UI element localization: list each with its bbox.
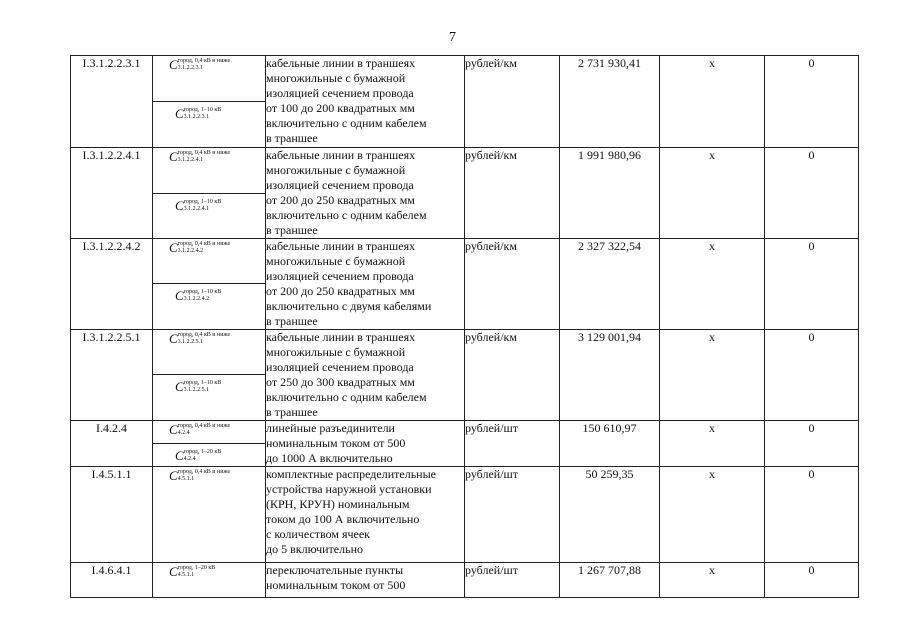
rate-symbol-top <box>153 467 265 562</box>
zero-value: 0 <box>765 330 859 421</box>
description-line: устройства наружной установки <box>266 482 432 496</box>
table-row <box>71 467 859 563</box>
item-code: I.3.1.2.2.3.1 <box>71 56 153 148</box>
description-line: линейные разъединители <box>266 421 395 435</box>
x-mark: x <box>660 421 765 467</box>
description-line: номинальным током от 500 <box>266 436 406 450</box>
rate-formula <box>169 57 230 73</box>
rate-letter: C <box>169 422 178 437</box>
item-description <box>266 421 465 467</box>
x-mark: x <box>660 56 765 148</box>
table-row <box>71 148 859 239</box>
item-description <box>266 467 465 563</box>
description-line: многожильные с бумажной <box>266 254 406 268</box>
rate-letter: C <box>175 197 184 213</box>
x-mark: x <box>660 148 765 239</box>
item-code: I.3.1.2.2.4.1 <box>71 148 153 239</box>
rate-superscript: город, 1–20 кВ <box>183 448 222 455</box>
unit: рублей/км <box>465 330 560 421</box>
item-description <box>266 148 465 239</box>
rate-superscript: город, 1–10 кВ <box>183 198 222 205</box>
rate-superscript: город, 0,4 кВ и ниже <box>177 58 231 64</box>
x-mark: x <box>660 330 765 421</box>
price: 2 731 930,41 <box>560 56 660 148</box>
rate-letter: C <box>169 468 178 483</box>
rate-symbol-bottom <box>153 374 265 419</box>
description-line: включительно с одним кабелем <box>266 208 427 222</box>
rate-symbol-cell <box>153 239 266 330</box>
rate-symbol-cell <box>153 467 266 563</box>
rate-superscript: город, 0,4 кВ и ниже <box>177 423 231 429</box>
rate-subscript: 3.1.2.2.3.1 <box>183 114 210 120</box>
rate-subscript: 4.5.1.1 <box>177 572 195 578</box>
rate-symbol-top <box>153 56 265 101</box>
price: 1 991 980,96 <box>560 148 660 239</box>
description-line: изоляцией сечением провода <box>266 86 414 100</box>
rate-superscript: город, 0,4 кВ и ниже <box>177 332 231 338</box>
description-line: кабельные линии в траншеях <box>266 239 416 253</box>
rate-symbol-cell <box>153 563 266 598</box>
item-description <box>266 56 465 148</box>
description-line: многожильные с бумажной <box>266 71 406 85</box>
description-line: кабельные линии в траншеях <box>266 56 416 70</box>
rate-formula <box>169 331 230 347</box>
rate-letter: C <box>175 447 184 463</box>
zero-value: 0 <box>765 467 859 563</box>
price: 2 327 322,54 <box>560 239 660 330</box>
unit: рублей/шт <box>465 467 560 563</box>
x-mark: x <box>660 467 765 563</box>
description-line: до 5 включительно <box>266 542 364 556</box>
rate-subscript: 3.1.2.2.4.2 <box>177 248 204 254</box>
rate-symbol-bottom <box>153 101 265 147</box>
unit: рублей/шт <box>465 421 560 467</box>
description-line: кабельные линии в траншеях <box>266 330 416 344</box>
item-description <box>266 330 465 421</box>
page-number: 7 <box>449 30 456 45</box>
description-line: многожильные с бумажной <box>266 345 406 359</box>
rate-letter: C <box>175 379 184 394</box>
description-line: от 100 до 200 квадратных мм <box>266 101 415 115</box>
rate-formula <box>169 422 230 438</box>
zero-value: 0 <box>765 148 859 239</box>
zero-value: 0 <box>765 563 859 598</box>
description-line: с количеством ячеек <box>266 527 371 541</box>
rate-superscript: город, 0,4 кВ и ниже <box>177 469 231 475</box>
rate-letter: C <box>169 57 178 72</box>
unit: рублей/км <box>465 56 560 148</box>
unit: рублей/км <box>465 239 560 330</box>
description-line: многожильные с бумажной <box>266 163 406 177</box>
item-code: I.4.5.1.1 <box>71 467 153 563</box>
rate-symbol-top <box>153 330 265 374</box>
rate-subscript: 3.1.2.2.5.1 <box>177 339 204 345</box>
description-line: от 200 до 250 квадратных мм <box>266 284 415 298</box>
rate-symbol-top <box>153 421 265 443</box>
rate-letter: C <box>169 149 178 164</box>
rate-symbol-top <box>153 148 265 193</box>
rate-letter: C <box>169 564 178 579</box>
rate-subscript: 3.1.2.2.3.1 <box>177 65 204 71</box>
table-row <box>71 563 859 598</box>
rate-formula <box>169 149 230 165</box>
description-line: изоляцией сечением провода <box>266 269 414 283</box>
rate-symbol-bottom <box>153 193 265 239</box>
item-code: I.4.2.4 <box>71 421 153 467</box>
rate-letter: C <box>169 331 178 346</box>
description-line: током до 100 А включительно <box>266 512 420 526</box>
description-line: (КРН, КРУН) номинальным <box>266 497 410 511</box>
rate-superscript: город, 0,4 кВ и ниже <box>177 150 231 156</box>
tariff-table <box>70 55 859 598</box>
rate-subscript: 3.1.2.2.4.2 <box>183 296 210 302</box>
description-line: включительно с одним кабелем <box>266 116 427 130</box>
rate-symbol-bottom <box>153 443 265 466</box>
rate-letter: C <box>169 240 178 255</box>
rate-formula <box>175 198 221 214</box>
description-line: изоляцией сечением провода <box>266 360 414 374</box>
zero-value: 0 <box>765 421 859 467</box>
rate-symbol-top <box>153 239 265 283</box>
zero-value: 0 <box>765 239 859 330</box>
rate-letter: C <box>175 288 184 303</box>
item-description <box>266 563 465 598</box>
rate-subscript: 4.2.4 <box>183 455 196 462</box>
rate-symbol-top <box>153 563 265 597</box>
description-line: кабельные линии в траншеях <box>266 148 416 162</box>
x-mark: x <box>660 563 765 598</box>
rate-formula <box>175 106 221 122</box>
rate-symbol-bottom <box>153 283 265 328</box>
price: 50 259,35 <box>560 467 660 563</box>
rate-superscript: город, 0,4 кВ и ниже <box>177 241 231 247</box>
unit: рублей/шт <box>465 563 560 598</box>
description-line: переключательные пункты <box>266 563 404 577</box>
rate-formula <box>169 468 230 484</box>
rate-formula <box>169 240 230 256</box>
unit: рублей/км <box>465 148 560 239</box>
rate-superscript: город, 1–10 кВ <box>183 380 222 386</box>
item-code: I.4.6.4.1 <box>71 563 153 598</box>
rate-superscript: город, 1–10 кВ <box>183 107 222 113</box>
price: 1 267 707,88 <box>560 563 660 598</box>
item-description <box>266 239 465 330</box>
rate-symbol-cell <box>153 421 266 467</box>
rate-symbol-cell <box>153 56 266 148</box>
description-line: изоляцией сечением провода <box>266 178 414 192</box>
price: 3 129 001,94 <box>560 330 660 421</box>
description-line: в траншее <box>266 405 318 419</box>
table-row <box>71 330 859 421</box>
rate-formula <box>175 448 221 464</box>
item-code: I.3.1.2.2.4.2 <box>71 239 153 330</box>
rate-symbol-cell <box>153 330 266 421</box>
rate-subscript: 3.1.2.2.4.1 <box>183 205 210 212</box>
item-code: I.3.1.2.2.5.1 <box>71 330 153 421</box>
rate-formula <box>175 288 221 304</box>
description-line: включительно с двумя кабелями <box>266 299 432 313</box>
table-row <box>71 421 859 467</box>
rate-formula <box>175 379 221 395</box>
description-line: в траншее <box>266 223 318 237</box>
rate-subscript: 3.1.2.2.5.1 <box>183 387 210 393</box>
price: 150 610,97 <box>560 421 660 467</box>
table-row <box>71 239 859 330</box>
zero-value: 0 <box>765 56 859 148</box>
description-line: до 1000 А включительно <box>266 451 393 465</box>
rate-formula <box>169 564 215 580</box>
x-mark: x <box>660 239 765 330</box>
description-line: от 200 до 250 квадратных мм <box>266 193 415 207</box>
rate-subscript: 3.1.2.2.4.1 <box>177 157 204 163</box>
rate-symbol-cell <box>153 148 266 239</box>
rate-letter: C <box>175 106 184 121</box>
rate-subscript: 4.2.4 <box>177 430 190 436</box>
description-line: в траншее <box>266 314 318 328</box>
description-line: комплектные распределительные <box>266 467 436 481</box>
tariff-table-body <box>71 56 859 598</box>
description-line: номинальным током от 500 <box>266 578 406 592</box>
description-line: включительно с одним кабелем <box>266 390 427 404</box>
rate-superscript: город, 1–10 кВ <box>183 289 222 295</box>
rate-superscript: город, 1–20 кВ <box>177 565 216 571</box>
description-line: от 250 до 300 квадратных мм <box>266 375 415 389</box>
description-line: в траншее <box>266 131 318 145</box>
table-row <box>71 56 859 148</box>
rate-subscript: 4.5.1.1 <box>177 476 195 482</box>
